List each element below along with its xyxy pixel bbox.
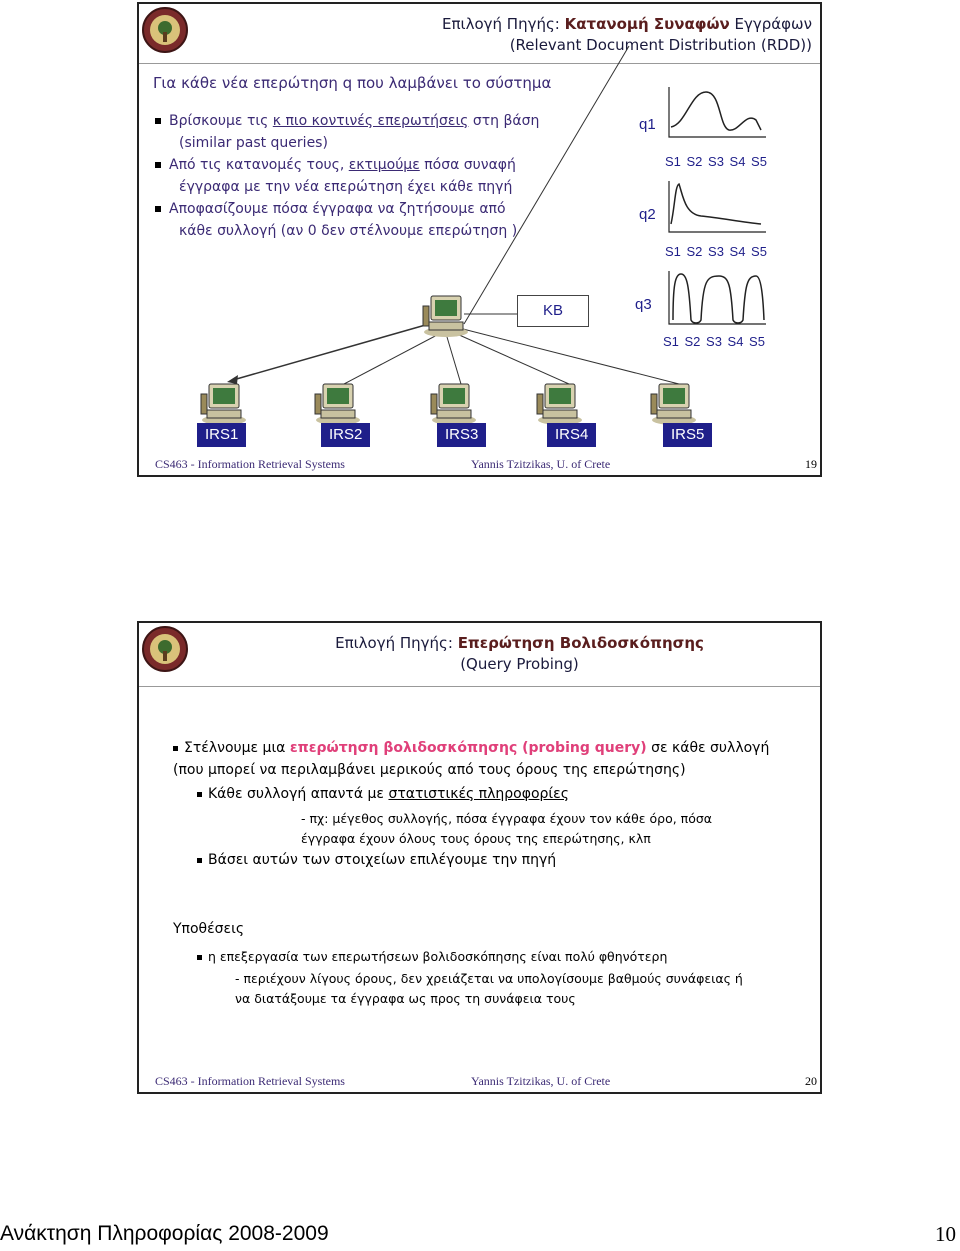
bullet-icon	[197, 858, 202, 863]
computer-icon	[429, 380, 479, 426]
list-item: Αποφασίζουμε πόσα έγγραφα να ζητήσουμε από	[155, 198, 539, 220]
slide-title: Επιλογή Πηγής: Κατανομή Συναφών Εγγράφων (Relevant Document Distribution (RDD))	[442, 15, 812, 54]
assumption-detail: - περιέχουν λίγους όρους, δεν χρειάζεται να υπολογίσουμε βαθμούς συνάφειας ή να διατάξουμε τα έγγραφα ως προς τη συνάφεια τους	[235, 971, 743, 1006]
bullet-icon	[197, 792, 202, 797]
list-item: Στέλνουμε μια επερώτηση βολιδοσκόπησης (probing query) σε κάθε συλλογή	[173, 737, 769, 759]
page-number: 10	[935, 1222, 956, 1246]
footer-course: CS463 - Information Retrieval Systems	[155, 457, 345, 471]
q2-distribution-curve	[661, 176, 771, 242]
computer-icon	[649, 380, 699, 426]
bullet-icon	[173, 746, 178, 751]
list-item: Κάθε συλλογή απαντά με στατιστικές πληροφορίες	[173, 783, 769, 805]
q3-distribution-curve	[661, 266, 771, 332]
slide-subtitle: (Query Probing)	[460, 655, 579, 673]
irs2-label: IRS2	[321, 423, 370, 447]
header-divider	[139, 686, 820, 687]
bullet-icon	[197, 955, 202, 960]
probing-list: Στέλνουμε μια επερώτηση βολιδοσκόπησης (probing query) σε κάθε συλλογή (που μπορεί να περιλαμβάνει μερικούς από τους όρους της επερώτησης) Κάθε συλλογή απαντά με στατιστικές πληροφορίες	[173, 737, 769, 805]
computer-icon	[535, 380, 585, 426]
footer-slide-number: 19	[805, 457, 817, 471]
irs4-label: IRS4	[547, 423, 596, 447]
document-footer-title: Ανάκτηση Πληροφορίας 2008-2009	[0, 1222, 329, 1245]
footer-course: CS463 - Information Retrieval Systems	[155, 1074, 345, 1088]
footer-slide-number: 20	[805, 1074, 817, 1088]
slide-title: Επιλογή Πηγής: Επερώτηση Βολιδοσκόπησης (Query Probing)	[139, 633, 820, 675]
bullet-list: Βρίσκουμε τις κ πιο κοντινές επερωτήσεις στη βάση (similar past queries) Από τις κατανομές τους, εκτιμούμε πόσα συναφή έγγραφα με την νέα επερώτηση έχει κάθε πηγή Αποφασίζουμε πόσα έγγραφα να ζητήσουμε από κάθε συλλογή (αν 0 δεν στέλνουμε επερώτηση )	[155, 110, 539, 242]
irs5-label: IRS5	[663, 423, 712, 447]
q1-sources: S1 S2 S3 S4 S5	[665, 154, 767, 169]
irs3-label: IRS3	[437, 423, 486, 447]
computer-icon	[421, 292, 471, 338]
footer-author: Yannis Tzitzikas, U. of Crete	[471, 457, 611, 471]
q2-label: q2	[639, 206, 656, 223]
q1-label: q1	[639, 116, 656, 133]
kb-box: KB	[517, 295, 589, 327]
slide-subtitle: (Relevant Document Distribution (RDD))	[509, 36, 812, 54]
irs1-label: IRS1	[197, 423, 246, 447]
computer-icon	[199, 380, 249, 426]
slide-19	[137, 2, 822, 477]
list-item: Βάσει αυτών των στοιχείων επιλέγουμε την πηγή	[197, 849, 556, 871]
q3-label: q3	[635, 296, 652, 313]
slide-20	[137, 621, 822, 1094]
q3-sources: S1 S2 S3 S4 S5	[663, 334, 765, 349]
computer-icon	[313, 380, 363, 426]
assumptions-heading: Υποθέσεις	[173, 921, 245, 937]
lead-text: Για κάθε νέα επερώτηση q που λαμβάνει το σύστημα	[153, 74, 552, 92]
list-item: Βρίσκουμε τις κ πιο κοντινές επερωτήσεις στη βάση	[155, 110, 539, 132]
list-item: Από τις κατανομές τους, εκτιμούμε πόσα συναφή	[155, 154, 539, 176]
q2-sources: S1 S2 S3 S4 S5	[665, 244, 767, 259]
footer-author: Yannis Tzitzikas, U. of Crete	[471, 1074, 611, 1088]
example-text: - πχ: μέγεθος συλλογής, πόσα έγγραφα έχουν τον κάθε όρο, πόσα έγγραφα έχουν όλους τους όρους της επερώτησης, κλπ	[301, 811, 713, 846]
list-item: η επεξεργασία των επερωτήσεων βολιδοσκόπησης είναι πολύ φθηνότερη	[197, 947, 667, 967]
q1-distribution-curve	[661, 82, 771, 152]
